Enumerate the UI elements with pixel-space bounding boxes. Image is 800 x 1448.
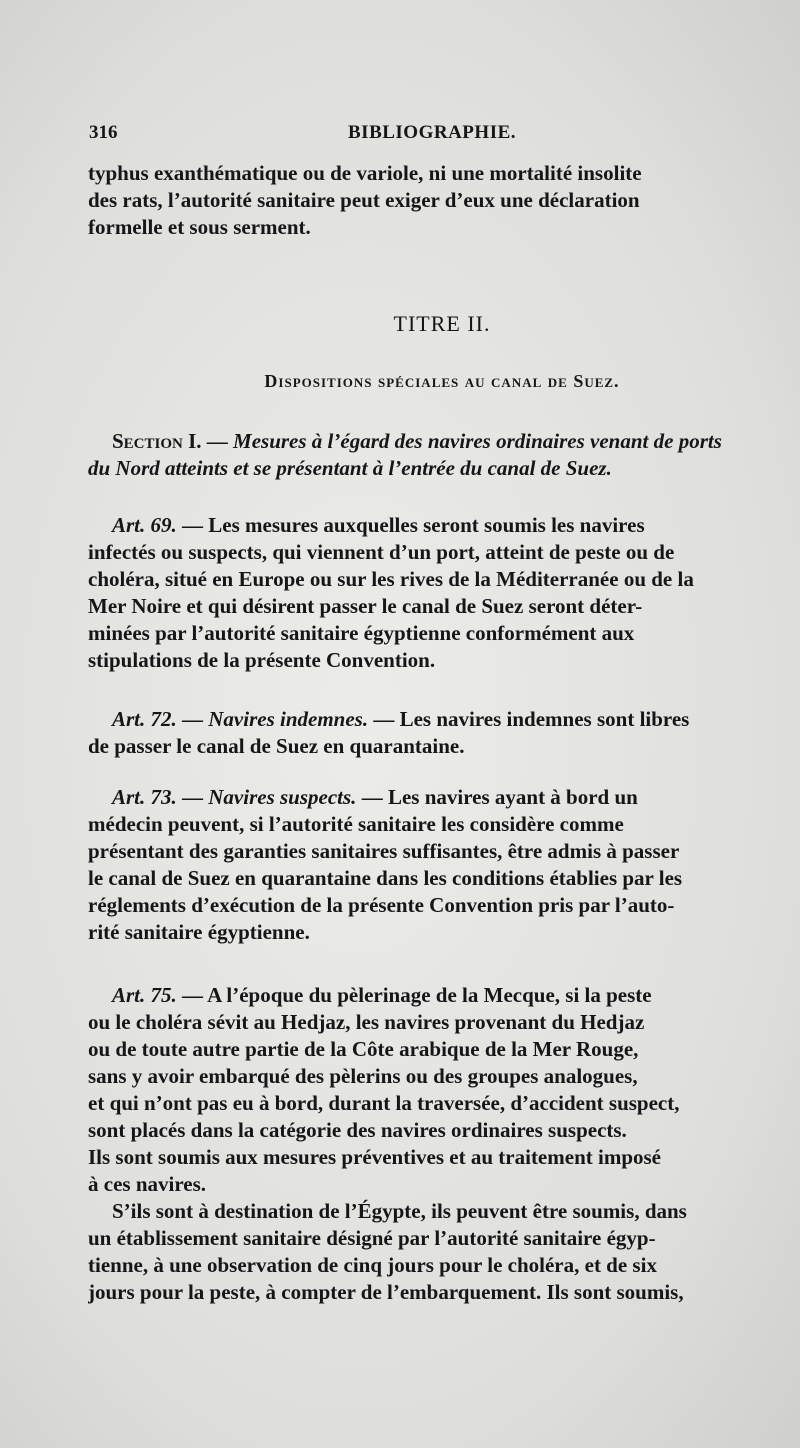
text-line: S’ils sont à destination de l’Égypte, ils peuvent être soumis, dans	[112, 1199, 687, 1223]
text-line: Mer Noire et qui désirent passer le canal de Suez seront déter-	[88, 594, 643, 618]
dispositions-heading: Dispositions spéciales au canal de Suez.	[264, 371, 620, 391]
text-line: des rats, l’autorité sanitaire peut exiger d’eux une déclaration	[88, 188, 640, 212]
section-heading	[88, 428, 796, 482]
text-line: typhus exanthématique ou de variole, ni une mortalité insolite	[88, 161, 642, 185]
text-line: sont placés dans la catégorie des navires ordinaires suspects.	[88, 1118, 627, 1142]
text-line: médecin peuvent, si l’autorité sanitaire les considère comme	[88, 812, 624, 836]
section-title-line2: du Nord atteints et se présentant à l’entrée du canal de Suez.	[88, 456, 612, 480]
text-line: Ils sont soumis aux mesures préventives et au traitement imposé	[88, 1145, 661, 1169]
article-label: Art. 75.	[112, 983, 177, 1007]
running-title: BIBLIOGRAPHIE.	[348, 122, 517, 143]
text-line: infectés ou suspects, qui viennent d’un port, atteint de peste ou de	[88, 540, 675, 564]
article-73	[88, 784, 796, 946]
text-line: stipulations de la présente Convention.	[88, 648, 436, 672]
section-label: Section I.	[112, 429, 202, 453]
text-line: tienne, à une observation de cinq jours pour le choléra, et de six	[88, 1253, 657, 1277]
intro-paragraph	[88, 160, 796, 241]
article-label: Art. 72.	[112, 707, 177, 731]
text-line: — A l’époque du pèlerinage de la Mecque, si la peste	[176, 983, 652, 1007]
article-label: Art. 73.	[112, 785, 177, 809]
article-title: Navires indemnes.	[208, 707, 369, 731]
text-line: ou le choléra sévit au Hedjaz, les navires provenant du Hedjaz	[88, 1010, 645, 1034]
text-line: — Les navires indemnes sont libres	[368, 707, 690, 731]
text-line: choléra, situé en Europe ou sur les rives de la Méditerranée ou de la	[88, 567, 694, 591]
article-75	[88, 982, 796, 1306]
text-line: de passer le canal de Suez en quarantaine.	[88, 734, 465, 758]
running-header	[88, 122, 796, 150]
section-dash: —	[201, 429, 234, 453]
text-line: à ces navires.	[88, 1172, 207, 1196]
text-line: ou de toute autre partie de la Côte arabique de la Mer Rouge,	[88, 1037, 639, 1061]
text-line: présentant des garanties sanitaires suffisantes, être admis à passer	[88, 839, 680, 863]
text-line: sans y avoir embarqué des pèlerins ou des groupes analogues,	[88, 1064, 638, 1088]
text-line: et qui n’ont pas eu à bord, durant la traversée, d’accident suspect,	[88, 1091, 680, 1115]
text-line: jours pour la peste, à compter de l’embarquement. Ils sont soumis,	[88, 1280, 684, 1304]
text-line: rité sanitaire égyptienne.	[88, 920, 310, 944]
text-line: — Les navires ayant à bord un	[356, 785, 638, 809]
text-line: un établissement sanitaire désigné par l’autorité sanitaire égyp-	[88, 1226, 656, 1250]
titre-heading: TITRE II.	[393, 311, 491, 336]
article-72	[88, 706, 796, 760]
text-line: minées par l’autorité sanitaire égyptienne conformément aux	[88, 621, 635, 645]
article-dash: —	[176, 707, 209, 731]
text-line: — Les mesures auxquelles seront soumis les navires	[176, 513, 645, 537]
text-line: réglements d’exécution de la présente Convention pris par l’auto-	[88, 893, 675, 917]
text-line: formelle et sous serment.	[88, 215, 311, 239]
article-title: Navires suspects.	[208, 785, 357, 809]
text-line: le canal de Suez en quarantaine dans les conditions établies par les	[88, 866, 683, 890]
page-number: 316	[89, 122, 118, 143]
section-title-line1: Mesures à l’égard des navires ordinaires venant de ports	[233, 429, 722, 453]
article-69	[88, 512, 796, 674]
article-dash: —	[176, 785, 209, 809]
article-label: Art. 69.	[112, 513, 177, 537]
